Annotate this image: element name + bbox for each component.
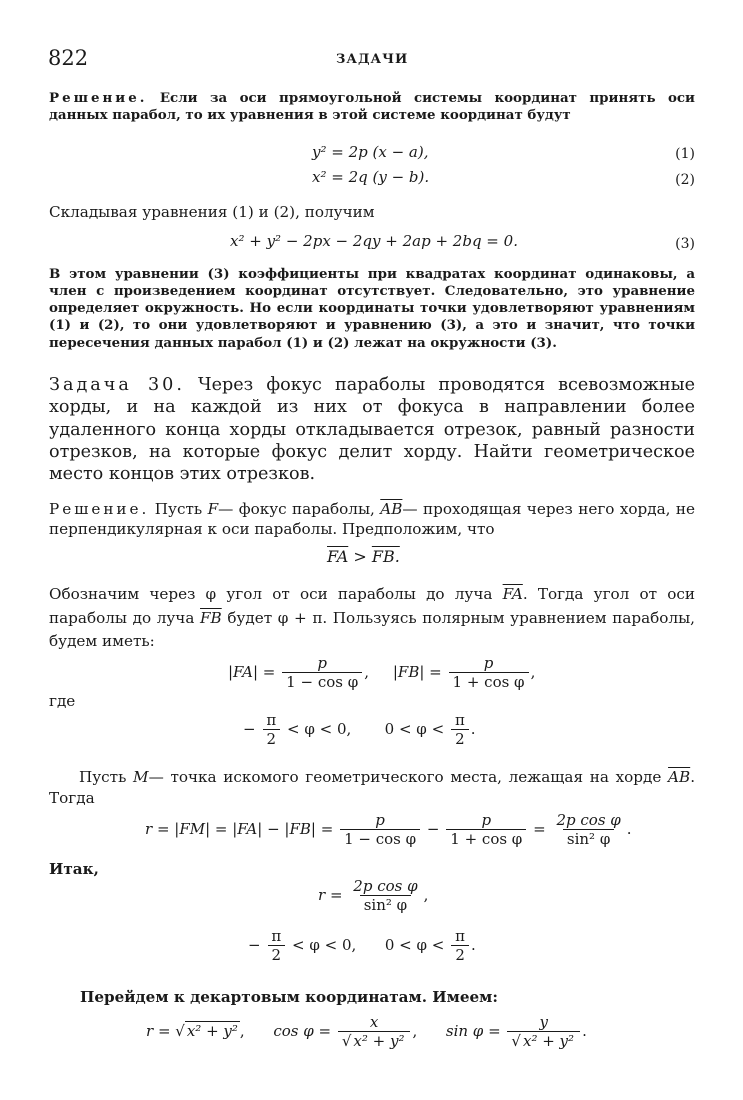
equation-1-number: (1) (675, 146, 695, 162)
equation-2-number: (2) (675, 172, 695, 188)
equation-3: x² + y² − 2px − 2qy + 2ap + 2bq = 0. (230, 232, 518, 250)
phi-range-2: − $\frac{\pi}{2}$ < φ < 0, 0 < φ < $\frac{\pi}{2}$ . (248, 927, 476, 965)
angle-definition: Обозначим через φ угол от оси параболы до луча $\overline{FA}$. Тогда угол от оси параболы до луча $\overline{FB}$ будет φ + π. Пользуясь полярным уравнением параболы, будем иметь: (49, 585, 696, 651)
solution-lead: Решение. (49, 90, 148, 106)
solution29-conclusion: В этом уравнении (3) коэффициенты при квадратах координат одинаковы, а член с произведением координат отсутствует. Следовательно, это уравнение определяет окружность. Но если координаты точки удовлетворяют уравнениям (1) и (2), то они удовлетворяют и уравнению (3), а это и значит, что точки пересечения данных парабол (1) и (2) лежат на окружности (3). (49, 266, 695, 351)
solution-lead: Решение. (49, 500, 150, 518)
r-derivation: r = |FM| = |FA| − |FB| = $\frac{p}{\text{1 − cos φ}}$ − $\frac{p}{\text{1 + cos φ}}$ = $\frac{\text{2p cos φ}}{\text{sin² φ}}$ . (145, 811, 632, 849)
r-result: r = $\frac{\text{2p cos φ}}{\text{sin² φ}}$ , (318, 877, 429, 915)
itak-label: Итак, (49, 860, 99, 878)
equation-2: x² = 2q (y − b). (312, 168, 430, 186)
descartes-text: Перейдем к декартовым координатам. Имеем: (80, 988, 498, 1006)
phi-range: − $\frac{\pi}{2}$ < φ < 0, 0 < φ < $\frac{\pi}{2}$ . (243, 711, 476, 749)
running-head: ЗАДАЧИ (336, 52, 409, 67)
inequality-fa-fb: $\overline{FA}$ > FB. (327, 547, 400, 566)
where-label: где (49, 692, 76, 710)
problem-title: Задача 30. (49, 375, 185, 395)
solution30-intro: Решение. Пусть F— фокус параболы, $\overline{AB}—$ проходящая через него хорда, не перпендикулярная к оси параболы. Предположим, что (49, 500, 696, 538)
equation-1: y² = 2p (x − a), (312, 143, 429, 161)
solution-text: Если за оси прямоугольной системы координат принять оси данных парабол, то их уравнения в этой системе координат будут (49, 90, 695, 123)
page-number: 822 (48, 46, 89, 70)
solution29-intro (49, 90, 695, 124)
cartesian-relations: r = √ x² + y² , cos φ = $\frac{x}{\text{√ x² + y²}}$ , sin φ = $\frac{y}{\text{√ x² + y²}}$ . (146, 1013, 587, 1051)
problem-text: Через фокус параболы проводятся всевозможные хорды, и на каждой из них от фокуса в направлении более удаленного конца хорды откладывается отрезок, равный разности отрезков, на которые фокус делит хорду. Найти геометрическое место концов этих отрезков. (49, 375, 695, 485)
polar-equations: |FA| = $\frac{p}{\text{1 − cos φ}}$ , |FB| = $\frac{p}{\text{1 + cos φ}}$ , (228, 654, 536, 692)
adding-text: Складывая уравнения (1) и (2), получим (49, 203, 375, 221)
equation-3-number: (3) (675, 236, 695, 252)
point-m-text: Пусть M— точка искомого геометрического места, лежащая на хорде $\overline{AB}$. Тогда (49, 768, 696, 808)
problem30-statement (49, 374, 695, 486)
